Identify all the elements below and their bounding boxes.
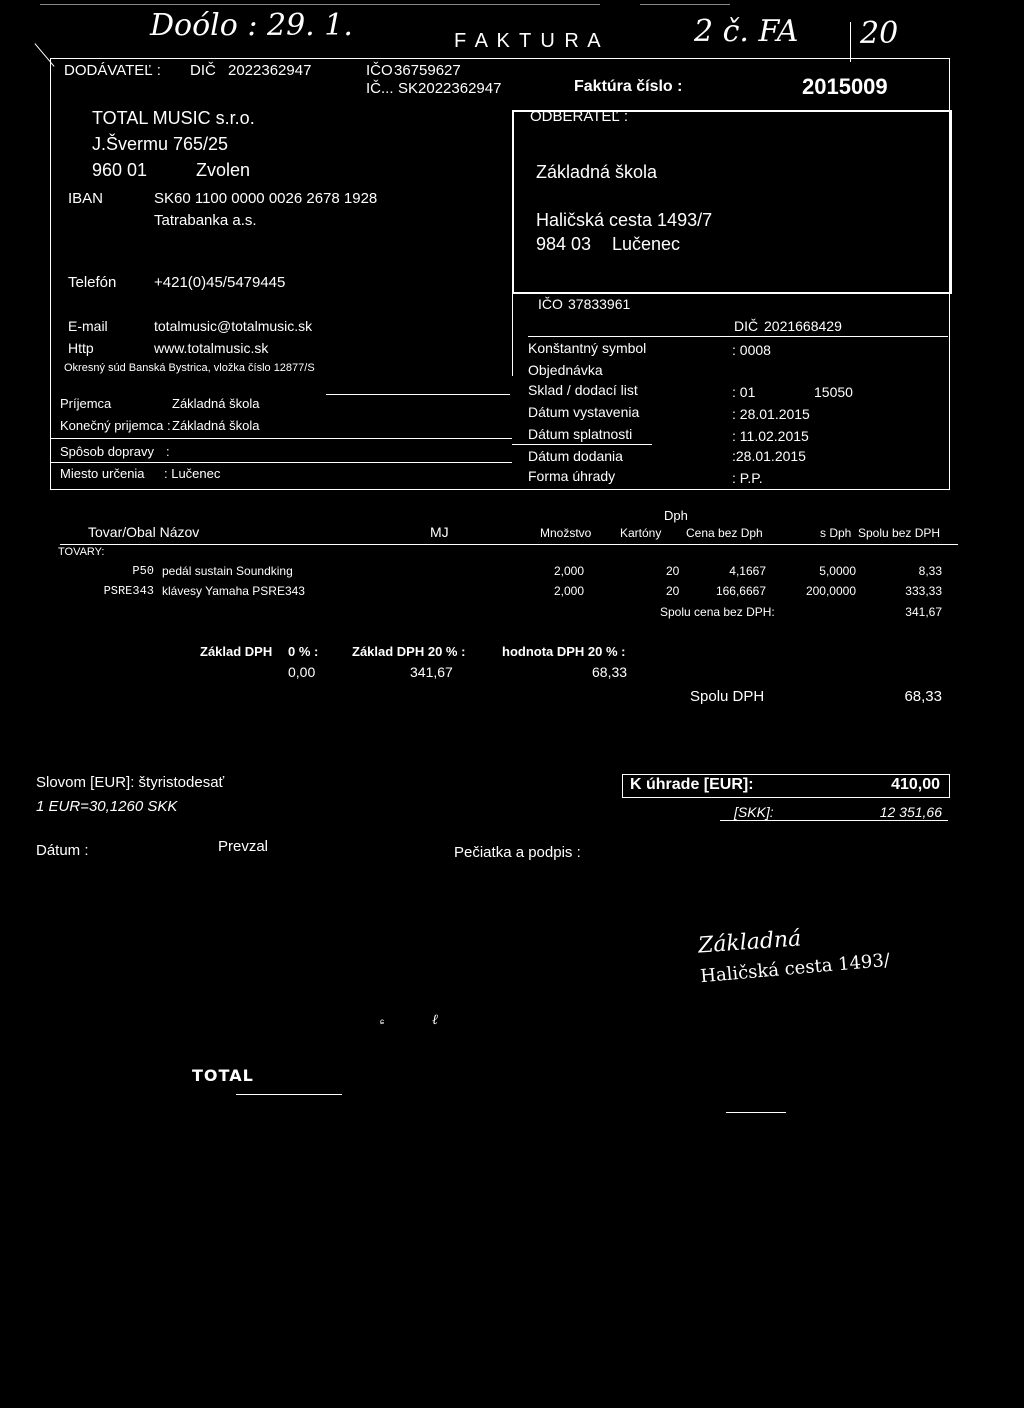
symbol: : 0008 <box>732 342 771 358</box>
customer-name: Základná škola <box>536 162 658 182</box>
amount-due-label: K úhrade [EUR]: <box>630 776 754 793</box>
customer-ico: 37833961 <box>568 296 631 312</box>
skk-label: [SKK]: <box>734 804 774 820</box>
miesto: : Lučenec <box>164 466 221 481</box>
sklad: : 01 <box>732 384 756 400</box>
col-dph: Dph <box>664 508 688 523</box>
base20-value: 341,67 <box>410 664 453 680</box>
supplier-ico-label: IČO <box>366 62 393 79</box>
splatnosti: : 11.02.2015 <box>732 428 809 444</box>
customer-zip: 984 03 <box>536 234 592 254</box>
detail-top-line <box>528 336 948 337</box>
customer-ico-label: IČO <box>538 296 563 312</box>
phone: +421(0)45/5479445 <box>154 274 286 291</box>
base0-label: Základ DPH <box>200 644 273 659</box>
col-mj: MJ <box>430 524 449 540</box>
vat20-label: hodnota DPH 20 % : <box>502 644 626 659</box>
supplier-city: Zvolen <box>196 160 251 180</box>
bank-name: Tatrabanka a.s. <box>154 212 257 229</box>
base0-pct: 0 % : <box>288 644 319 659</box>
date-label: Dátum : <box>36 842 89 859</box>
signature-line <box>726 1112 786 1113</box>
sklad-label: Sklad / dodací list <box>528 382 638 398</box>
sum-value: 341,67 <box>905 605 942 619</box>
iban: SK60 1100 0000 0026 2678 1928 <box>154 190 378 207</box>
email: totalmusic@totalmusic.sk <box>154 318 313 334</box>
supplier-ico: 36759627 <box>394 62 461 79</box>
vat-total-value: 68,33 <box>904 688 942 705</box>
corner-mark <box>850 22 851 62</box>
http: www.totalmusic.sk <box>154 340 269 356</box>
supplier-label: DODÁVATEĽ : <box>64 62 161 79</box>
iban-label: IBAN <box>68 190 104 207</box>
top-dash-line <box>40 4 600 5</box>
order-label: Objednávka <box>528 362 603 378</box>
base0-value: 0,00 <box>288 664 316 680</box>
base20-label: Základ DPH 20 % : <box>352 644 466 659</box>
skk-underline <box>720 820 948 821</box>
row-price: 166,6667 <box>715 584 766 598</box>
col-cartons: Kartóny <box>620 526 662 540</box>
customer-box <box>512 110 952 294</box>
stamp-line-1: Základná <box>697 926 803 959</box>
customer-dic: 2021668429 <box>764 318 842 334</box>
supplier-dic-label: DIČ <box>190 62 216 79</box>
received-label: Prevzal <box>218 838 269 855</box>
signature-mark: ℓ <box>432 1012 438 1028</box>
handwritten-date-note: Doólo : 29. 1. <box>150 8 353 43</box>
col-price: Cena bez Dph <box>686 526 763 540</box>
splatnosti-label: Dátum splatnosti <box>528 426 633 442</box>
doprava-label: Spôsob dopravy <box>60 444 154 459</box>
details-divider <box>512 444 652 445</box>
row-name: pedál sustain Soundking <box>162 564 293 578</box>
dodania: :28.01.2015 <box>732 448 806 464</box>
miesto-label: Miesto určenia <box>60 466 145 481</box>
table-header-line <box>60 544 958 545</box>
supplier-icdph: SK2022362947 <box>398 80 502 97</box>
row-code: PSRE343 <box>103 584 154 598</box>
vystavenia-label: Dátum vystavenia <box>528 404 640 420</box>
vat20-value: 68,33 <box>592 664 628 680</box>
col-total: Spolu bez DPH <box>858 526 941 540</box>
document-title: F A K T U R A <box>454 30 603 52</box>
stamp-mark: ᶝ <box>380 1016 385 1030</box>
prijemca-label: Príjemca <box>60 396 112 411</box>
supplier-name: TOTAL MUSIC s.r.o. <box>92 108 255 128</box>
logo-underline <box>236 1094 342 1095</box>
row-name: klávesy Yamaha PSRE343 <box>162 584 305 598</box>
supplier-street: J.Švermu 765/25 <box>92 134 229 154</box>
recipient-line <box>326 394 510 395</box>
row-total: 8,33 <box>918 564 942 578</box>
col-qty: Množstvo <box>540 526 592 540</box>
uhrada: : P.P. <box>732 470 763 486</box>
symbol-label: Konštantný symbol <box>528 340 647 356</box>
handwritten-invoice-note: 2 č. FA <box>694 14 799 49</box>
customer-separator <box>512 290 513 376</box>
skk-value: 12 351,66 <box>879 804 942 820</box>
recipient-divider <box>50 438 512 439</box>
http-label: Http <box>68 340 94 356</box>
row-qty: 2,000 <box>554 584 585 598</box>
total-logo: TOTAL <box>192 1066 254 1085</box>
stamp-label: Pečiatka a podpis : <box>454 844 581 861</box>
top-dash-line-2 <box>640 4 730 5</box>
doprava: : <box>166 444 170 459</box>
email-label: E-mail <box>68 318 108 334</box>
supplier-zip: 960 01 <box>92 160 148 180</box>
col-name: Tovar/Obal Názov <box>88 524 200 540</box>
stamp-line-2: Haličská cesta 1493/ <box>699 949 891 988</box>
row-code: P50 <box>132 564 154 578</box>
col-price-vat: s Dph <box>820 526 852 540</box>
amount-due: 410,00 <box>891 776 940 793</box>
prijemca: Základná škola <box>172 396 260 411</box>
exchange-rate: 1 EUR=30,1260 SKK <box>36 798 178 815</box>
customer-dic-label: DIČ <box>734 318 759 334</box>
court-register: Okresný súd Banská Bystrica, vložka číslo 12877/S <box>64 362 315 374</box>
row-price: 4,1667 <box>729 564 766 578</box>
dodania-label: Dátum dodania <box>528 448 623 464</box>
konecny-prijemca-label: Konečný prijemca : <box>60 418 171 433</box>
row-price-vat: 200,0000 <box>805 584 856 598</box>
sum-label: Spolu cena bez DPH: <box>660 605 775 619</box>
frame-corner-mark <box>34 43 54 67</box>
phone-label: Telefón <box>68 274 117 291</box>
row-vat: 20 <box>666 584 680 598</box>
supplier-icdph-label: IČ... <box>366 80 394 97</box>
row-qty: 2,000 <box>554 564 585 578</box>
row-vat: 20 <box>666 564 680 578</box>
section-label: TOVARY: <box>58 546 105 558</box>
sklad-number: 15050 <box>814 384 853 400</box>
handwritten-corner-note: 20 <box>860 16 899 51</box>
invoice-number-label: Faktúra číslo : <box>574 78 683 95</box>
recipient-divider-2 <box>50 462 512 463</box>
customer-street: Haličská cesta 1493/7 <box>536 210 713 230</box>
amount-in-words: Slovom [EUR]: štyristodesať <box>36 774 225 791</box>
customer-label: ODBERATEĽ : <box>530 108 629 125</box>
row-total: 333,33 <box>905 584 942 598</box>
vat-total-label: Spolu DPH <box>690 688 765 705</box>
konecny-prijemca: Základná škola <box>172 418 260 433</box>
uhrada-label: Forma úhrady <box>528 468 616 484</box>
invoice-number: 2015009 <box>802 74 888 99</box>
supplier-dic: 2022362947 <box>228 62 312 79</box>
vystavenia: : 28.01.2015 <box>732 406 810 422</box>
customer-city: Lučenec <box>612 234 681 254</box>
row-price-vat: 5,0000 <box>819 564 856 578</box>
